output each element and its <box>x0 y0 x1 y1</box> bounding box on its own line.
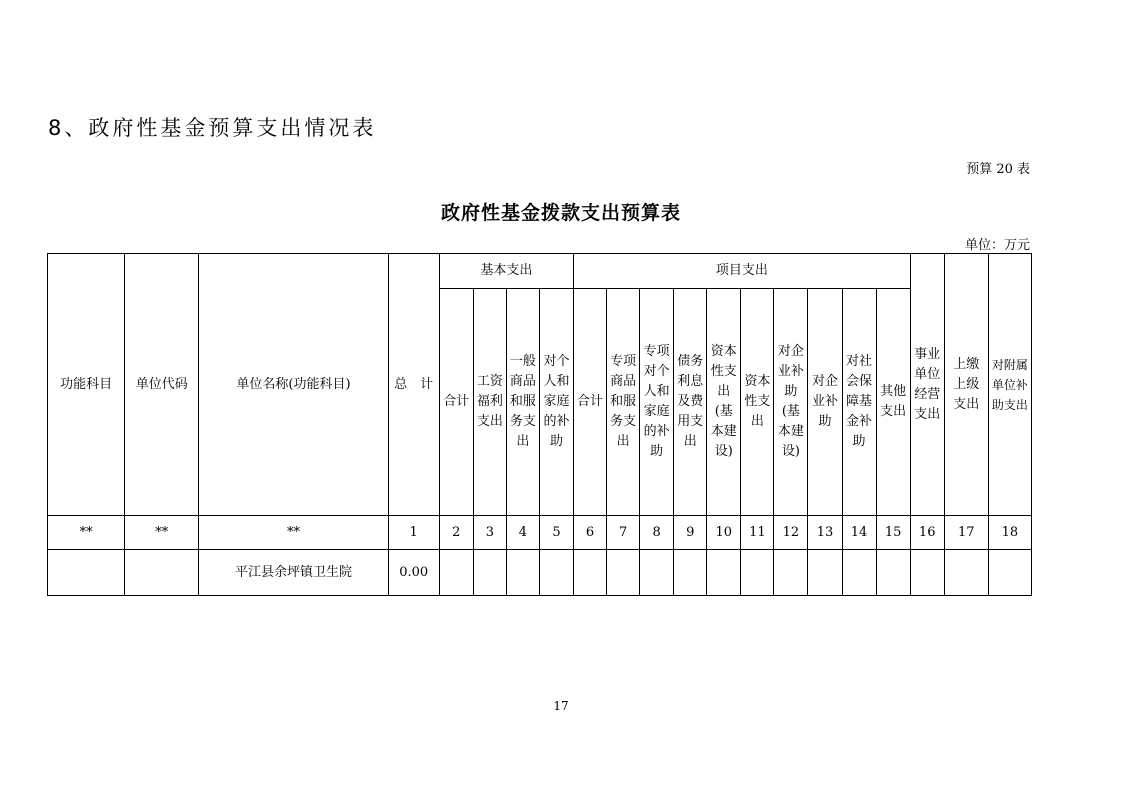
header-project-social-security: 对社会保障基金补助 <box>842 289 876 516</box>
table-title: 政府性基金拨款支出预算表 <box>440 202 681 224</box>
row-cell <box>876 550 910 596</box>
col-num: 2 <box>439 516 473 550</box>
section-title: 8、政府性基金预算支出情况表 <box>48 116 377 140</box>
col-num: ** <box>48 516 125 550</box>
header-project-enterprise: 对企业补助 <box>808 289 842 516</box>
header-subsidiary-subsidy: 对附属单位补助支出 <box>988 254 1031 516</box>
col-num: 14 <box>842 516 876 550</box>
table-row <box>48 550 1032 596</box>
header-basic-personal: 对个人和家庭的补助 <box>539 289 573 516</box>
header-project-group: 项目支出 <box>574 254 911 289</box>
col-num: ** <box>125 516 199 550</box>
col-num: 4 <box>506 516 539 550</box>
header-project-goods: 专项商品和服务支出 <box>607 289 640 516</box>
row-cell <box>842 550 876 596</box>
header-project-capital: 资本性支出 <box>741 289 774 516</box>
header-basic-total: 合计 <box>439 289 473 516</box>
row-total: 0.00 <box>388 550 439 596</box>
row-cell <box>910 550 944 596</box>
row-cell <box>506 550 539 596</box>
col-num: 5 <box>539 516 573 550</box>
header-project-enterprise-infra: 对企业补助(基本建设) <box>774 289 808 516</box>
header-basic-wage: 工资福利支出 <box>473 289 506 516</box>
row-cell <box>539 550 573 596</box>
header-unit-name: 单位名称(功能科目) <box>199 254 388 516</box>
row-unit-code <box>125 550 199 596</box>
row-cell <box>674 550 707 596</box>
header-project-debt: 债务利息及费用支出 <box>674 289 707 516</box>
header-project-other: 其他支出 <box>876 289 910 516</box>
col-num: ** <box>199 516 388 550</box>
header-remit-higher: 上缴上级支出 <box>944 254 988 516</box>
row-cell <box>944 550 988 596</box>
col-num: 7 <box>607 516 640 550</box>
row-func-subject <box>48 550 125 596</box>
row-cell <box>439 550 473 596</box>
col-num: 1 <box>388 516 439 550</box>
page-number: 17 <box>553 699 569 713</box>
col-num: 10 <box>707 516 741 550</box>
header-project-total: 合计 <box>574 289 607 516</box>
budget-table <box>47 253 1032 596</box>
col-num: 3 <box>473 516 506 550</box>
row-cell <box>808 550 842 596</box>
col-num: 16 <box>910 516 944 550</box>
row-cell <box>988 550 1031 596</box>
col-num: 13 <box>808 516 842 550</box>
header-unit-code: 单位代码 <box>125 254 199 516</box>
header-basic-goods: 一般商品和服务支出 <box>506 289 539 516</box>
header-total: 总 计 <box>388 254 439 516</box>
col-num: 17 <box>944 516 988 550</box>
col-num: 11 <box>741 516 774 550</box>
row-cell <box>741 550 774 596</box>
row-cell <box>607 550 640 596</box>
col-num: 9 <box>674 516 707 550</box>
form-number: 预算 20 表 <box>966 162 1030 177</box>
row-unit-name: 平江县余坪镇卫生院 <box>199 550 388 596</box>
header-project-capital-infra: 资本性支出(基本建设) <box>707 289 741 516</box>
header-business-expense: 事业单位经营支出 <box>910 254 944 516</box>
row-cell <box>707 550 741 596</box>
row-cell <box>574 550 607 596</box>
col-num: 18 <box>988 516 1031 550</box>
column-number-row <box>48 516 1032 550</box>
col-num: 12 <box>774 516 808 550</box>
row-cell <box>640 550 674 596</box>
col-num: 15 <box>876 516 910 550</box>
col-num: 6 <box>574 516 607 550</box>
header-project-personal: 专项对个人和家庭的补助 <box>640 289 674 516</box>
header-func-subject: 功能科目 <box>48 254 125 516</box>
unit-label: 单位：万元 <box>964 238 1030 253</box>
row-cell <box>774 550 808 596</box>
row-cell <box>473 550 506 596</box>
header-basic-group: 基本支出 <box>439 254 573 289</box>
col-num: 8 <box>640 516 674 550</box>
